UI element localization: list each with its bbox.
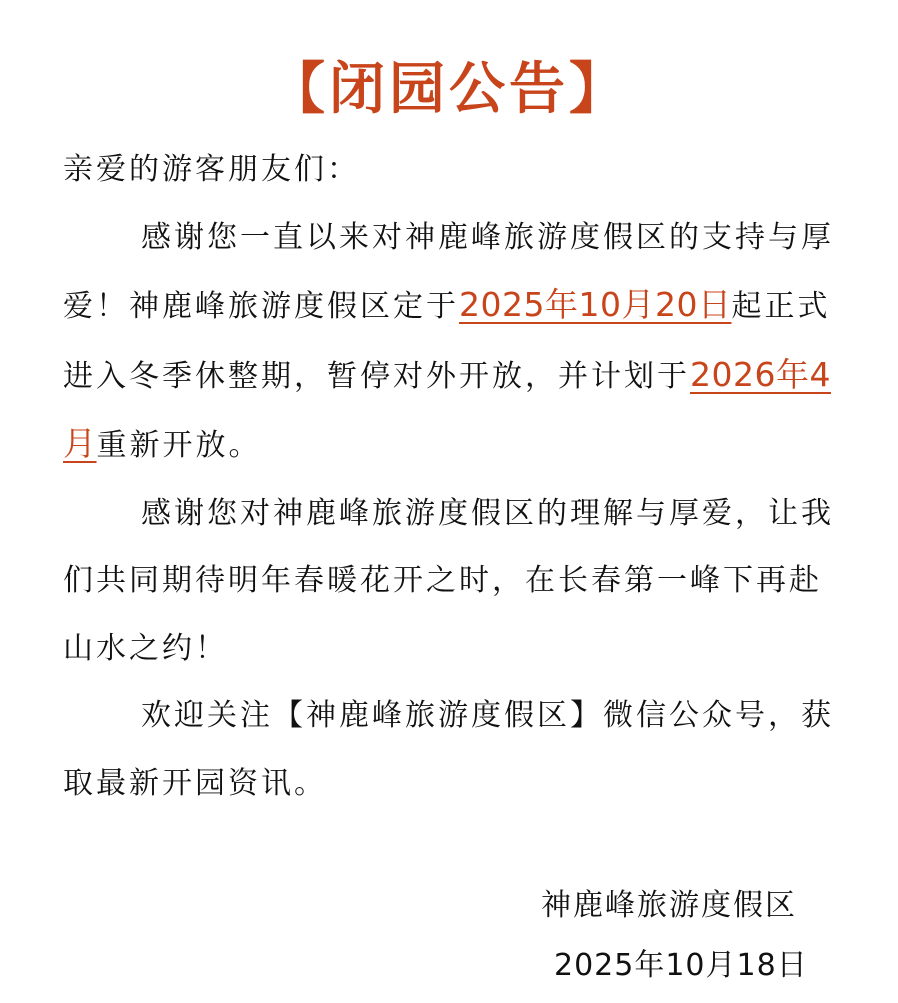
paragraph-follow: 欢迎关注【神鹿峰旅游度假区】微信公众号，获取最新开园资讯。: [63, 698, 834, 801]
paragraph-thanks: 感谢您对神鹿峰旅游度假区的理解与厚爱，让我们共同期待明年春暖花开之时，在长春第一峰下再赴山水之约！: [63, 495, 834, 666]
paragraph-closure-part2: 起正式进入冬季休整期，暂停对外开放，并计划于: [63, 289, 831, 394]
greeting: 亲爱的游客朋友们：: [63, 152, 360, 187]
paragraph-closure-part1: 感谢您一直以来对神鹿峰旅游度假区的支持与厚爱！神鹿峰旅游度假区定于: [63, 219, 834, 324]
reopening-date-highlight: 2026年4月: [63, 354, 831, 463]
closing-date-highlight: 2025年10月20日: [459, 285, 732, 324]
signature-organization: 神鹿峰旅游度假区: [541, 888, 797, 923]
signature-date: 2025年10月18日: [554, 948, 808, 983]
paragraph-closure: [63, 204, 853, 480]
notice-body: [63, 136, 853, 817]
paragraph-closure-part3: 重新开放。: [96, 428, 262, 463]
notice-title: 【闭园公告】: [269, 57, 629, 122]
